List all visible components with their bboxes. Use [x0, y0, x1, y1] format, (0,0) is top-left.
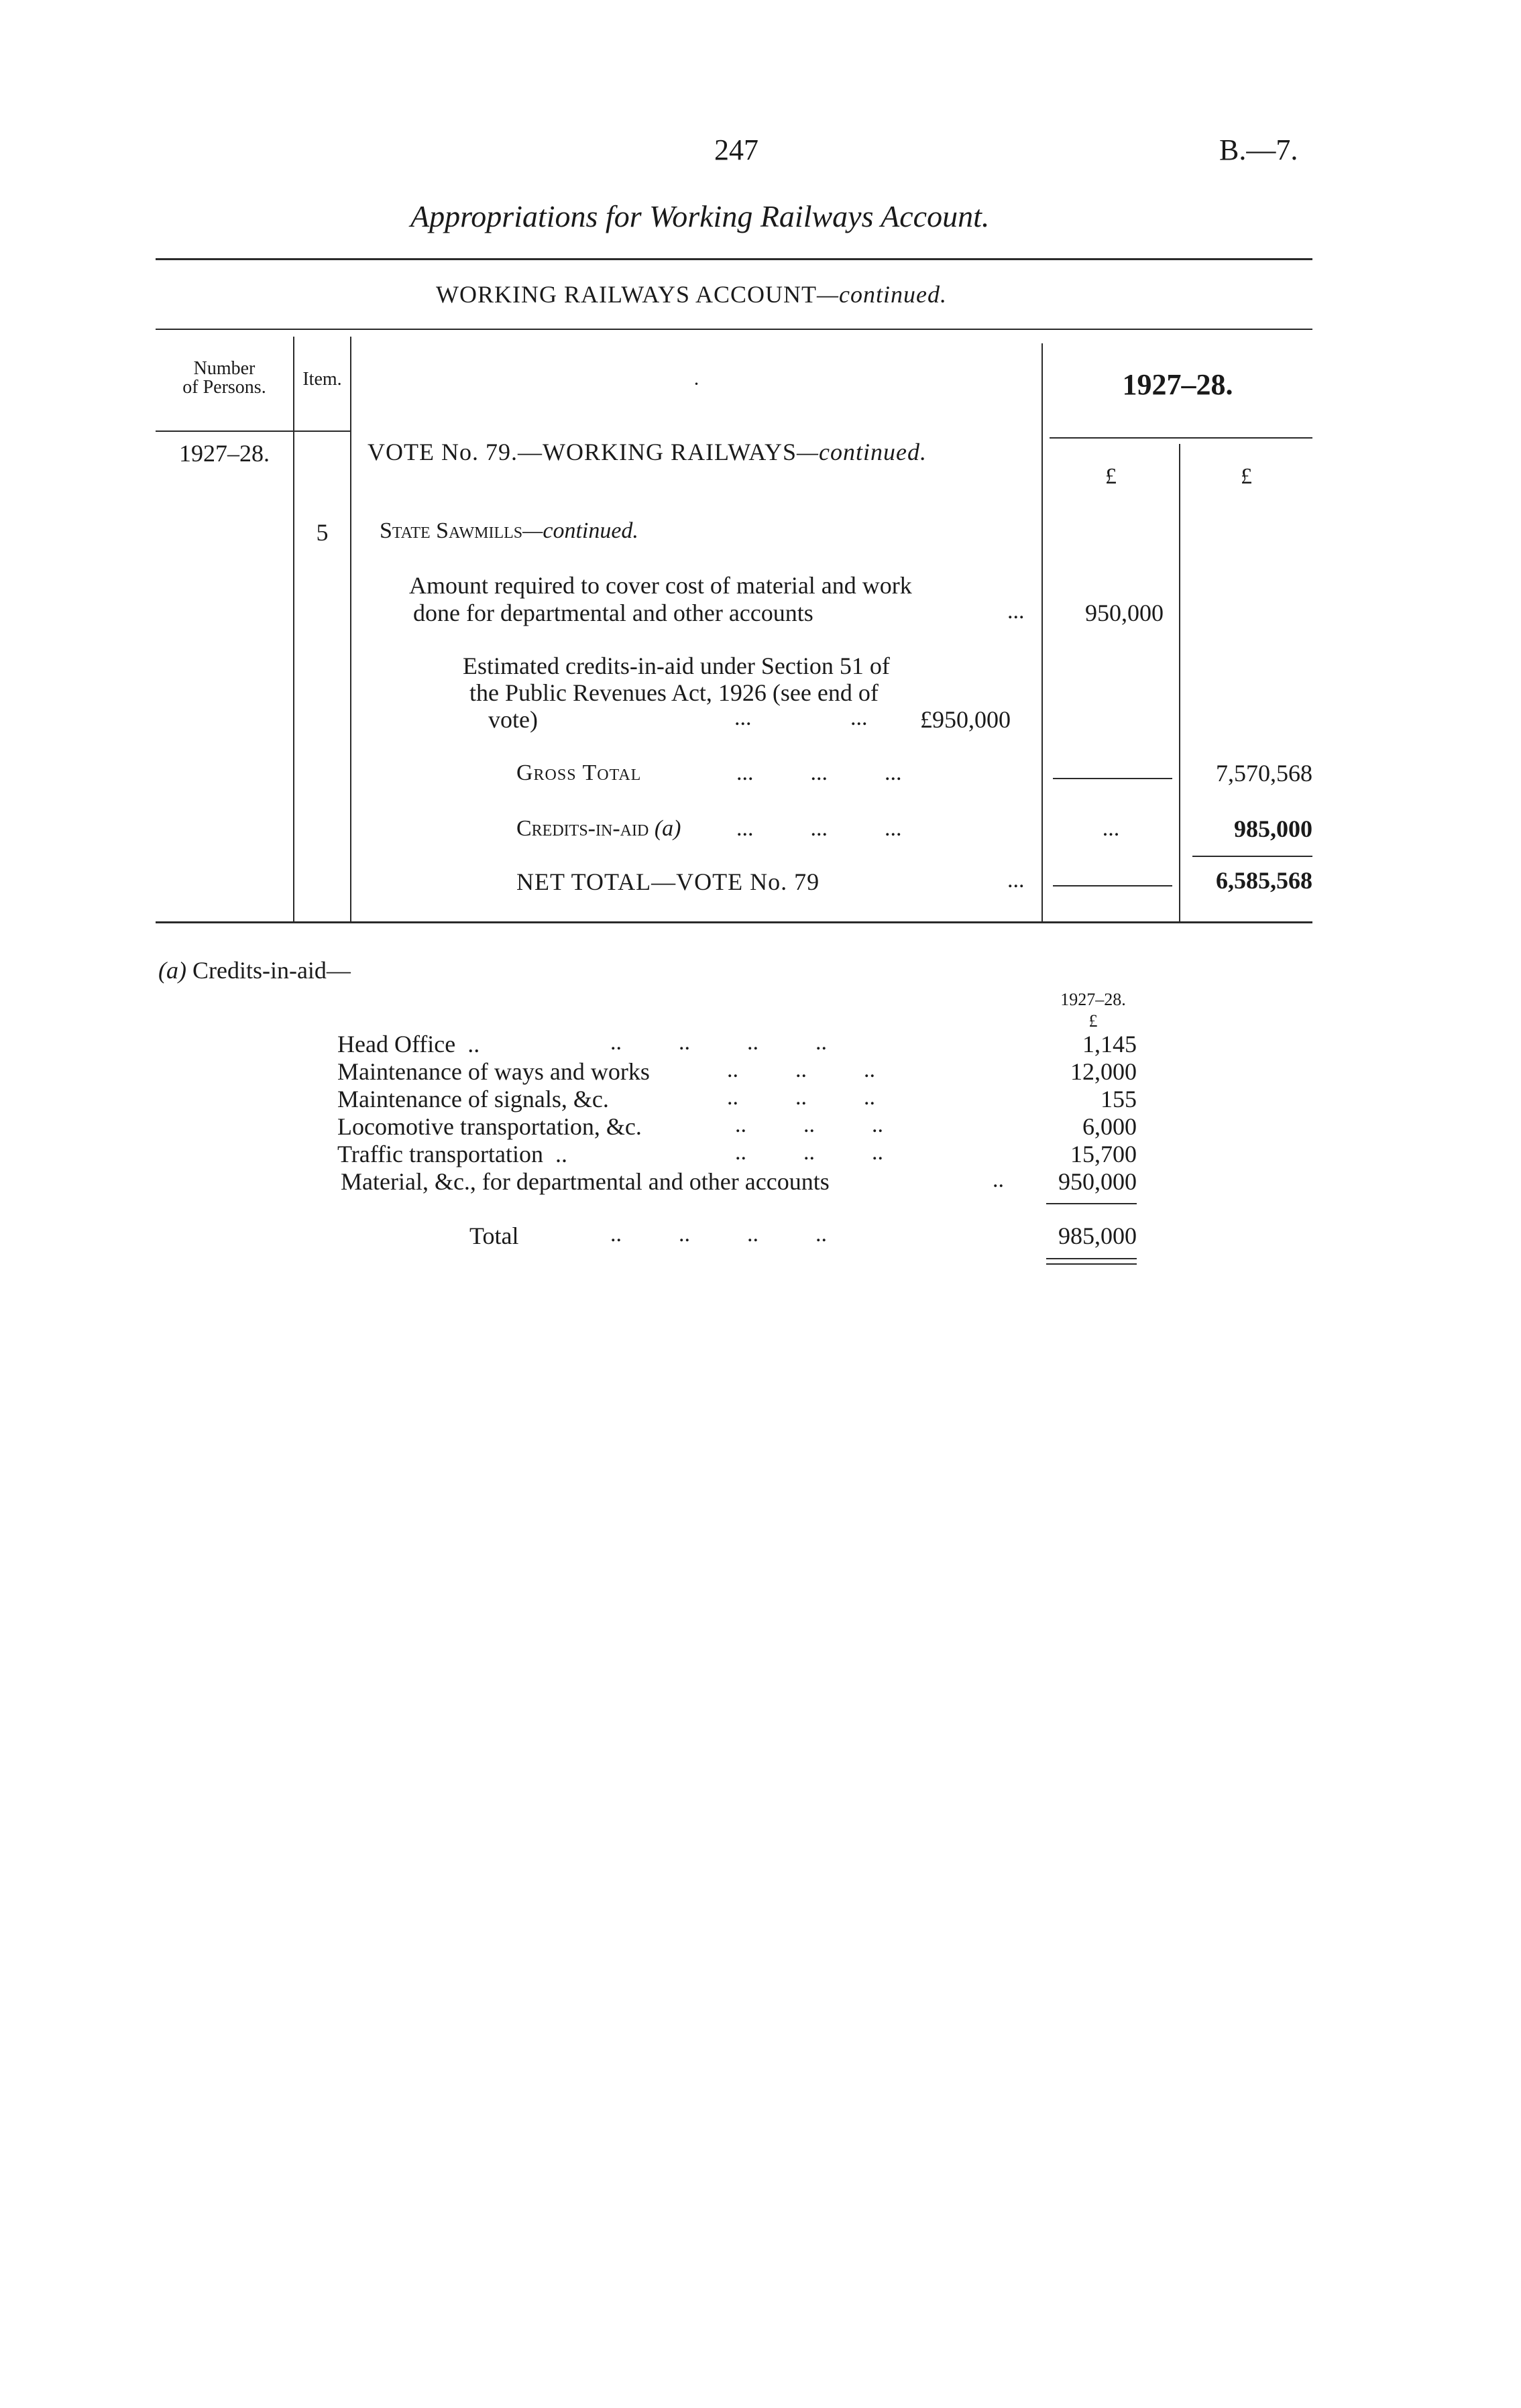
col-header-persons-line1: Number — [193, 358, 256, 379]
footnote-total-rule — [1046, 1203, 1137, 1204]
header-rule-left — [156, 431, 350, 432]
footnote-marker: (a) — [158, 957, 186, 984]
estimated-line-3-vote: vote) — [488, 706, 538, 733]
col-header-description: · — [693, 373, 700, 395]
vote-title-text: VOTE No. 79.—WORKING RAILWAYS — [368, 439, 797, 465]
footnote-total-dots: .. .. .. .. — [610, 1222, 827, 1247]
footnote-double-rule-bottom — [1046, 1263, 1137, 1265]
amount-dots: ... — [1007, 599, 1025, 624]
estimated-amount: £950,000 — [920, 706, 1011, 733]
footnote-row-1-label: Head Office .. — [337, 1031, 480, 1057]
pound-sign-col1: £ — [1105, 464, 1117, 489]
footnote-row-1-dots: .. .. .. .. — [610, 1030, 827, 1055]
rule-persons-item — [293, 337, 294, 921]
net-total-label: NET TOTAL—VOTE No. 79 — [516, 868, 820, 895]
col-header-item: Item. — [302, 369, 342, 390]
footnote-total-label: Total — [469, 1222, 519, 1249]
footnote-heading — [158, 956, 351, 984]
table-bottom-rule — [156, 921, 1312, 923]
gross-total-dots: ... ... ... — [736, 760, 902, 785]
account-title — [436, 280, 947, 308]
page-title: Appropriations for Working Railways Account. — [410, 199, 990, 233]
rule-item-desc — [350, 337, 351, 921]
credits-value: 985,000 — [1234, 815, 1312, 842]
footnote-row-3-dots: .. .. .. — [727, 1085, 875, 1110]
account-title-text: WORKING RAILWAYS ACCOUNT — [436, 281, 818, 308]
section-title — [380, 518, 638, 544]
pound-sign-col2: £ — [1241, 464, 1252, 489]
footnote-total-value: 985,000 — [1058, 1222, 1137, 1249]
net-col1-rule — [1053, 885, 1172, 886]
credits-label-text: Credits-in-aid — [516, 816, 649, 841]
footnote-row-3-value: 155 — [1101, 1086, 1137, 1112]
footnote-row-4-value: 6,000 — [1082, 1113, 1137, 1140]
footnote-row-3-label: Maintenance of signals, &c. — [337, 1086, 609, 1112]
col-header-year: 1927–28. — [1122, 368, 1233, 401]
gross-col1-rule — [1053, 778, 1172, 779]
title-rule — [156, 258, 1312, 260]
gross-total-label: Gross Total — [516, 760, 642, 785]
footnote-year: 1927–28. — [1060, 990, 1126, 1009]
amount-line-1: Amount required to cover cost of material and work — [409, 572, 912, 599]
item-number: 5 — [316, 519, 329, 546]
col-header-persons — [156, 359, 293, 397]
footnote-row-2-dots: .. .. .. — [727, 1057, 875, 1082]
credits-note-ref: (a) — [654, 816, 681, 841]
account-continued: —continued. — [817, 281, 947, 308]
section-title-text: State Sawmills — [380, 518, 523, 543]
footnote-row-2-value: 12,000 — [1070, 1058, 1137, 1085]
footnote-row-4-label: Locomotive transportation, &c. — [337, 1113, 642, 1140]
credits-label — [516, 816, 681, 842]
footnote-pound: £ — [1088, 1011, 1098, 1031]
net-total-value: 6,585,568 — [1216, 867, 1312, 894]
document-reference: B.—7. — [1219, 133, 1298, 166]
footnote-row-1-value: 1,145 — [1082, 1031, 1137, 1057]
credits-dots: ... ... ... — [736, 816, 902, 841]
amount-line-2: done for departmental and other accounts — [413, 599, 813, 626]
col-header-persons-line2: of Persons. — [182, 377, 266, 398]
table-top-rule — [156, 329, 1312, 330]
footnote-double-rule-top — [1046, 1258, 1137, 1259]
header-rule-right — [1050, 437, 1312, 439]
net-total-dots: ... — [1007, 868, 1025, 893]
gross-total-value: 7,570,568 — [1216, 760, 1312, 787]
footnote-row-6-dots: .. — [993, 1167, 1004, 1192]
footnote-row-2-label: Maintenance of ways and works — [337, 1058, 650, 1085]
footnote-row-5-value: 15,700 — [1070, 1141, 1137, 1167]
footnote-row-4-dots: .. .. .. — [735, 1112, 883, 1137]
footnote-row-5-dots: .. .. .. — [735, 1140, 883, 1165]
footnote-row-6-label: Material, &c., for departmental and other accounts — [341, 1168, 830, 1195]
page-number: 247 — [714, 133, 758, 166]
vote-continued: —continued. — [796, 439, 927, 465]
estimated-line-3-dots-b: ... — [850, 705, 868, 730]
section-continued: —continued. — [522, 518, 638, 543]
credits-col1-dots: ... — [1102, 816, 1120, 841]
rule-col1-col2 — [1179, 444, 1180, 921]
estimated-line-1: Estimated credits-in-aid under Section 51 of — [463, 652, 890, 679]
estimated-line-3-dots-a: ... — [734, 705, 752, 730]
persons-year: 1927–28. — [179, 440, 270, 467]
estimated-line-2: the Public Revenues Act, 1926 (see end of — [469, 679, 879, 706]
footnote-heading-text: Credits-in-aid— — [192, 957, 351, 984]
vote-title — [368, 438, 927, 466]
credits-rule — [1192, 856, 1312, 857]
amount-value: 950,000 — [1085, 599, 1164, 626]
footnote-row-5-label: Traffic transportation .. — [337, 1141, 567, 1167]
footnote-row-6-value: 950,000 — [1058, 1168, 1137, 1195]
